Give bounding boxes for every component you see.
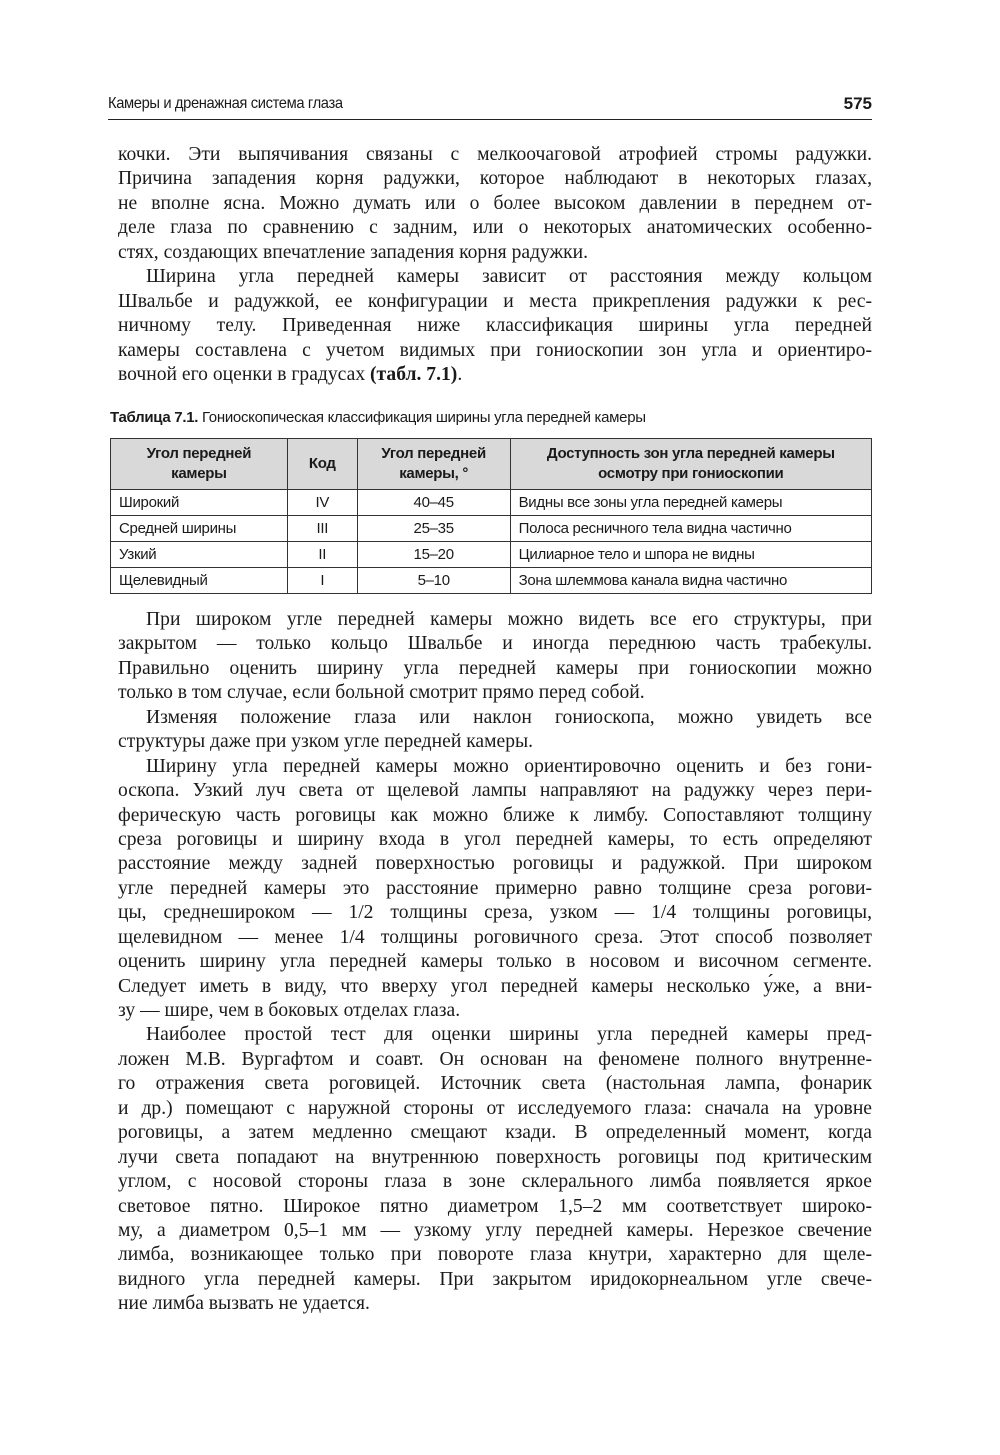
text-line: ложен М.В. Вургафтом и соавт. Он основан на феномене полного внутренне- <box>118 1048 872 1070</box>
table-caption-text: Гониоскопическая классификация ширины угла передней камеры <box>198 409 646 426</box>
column-header: Доступность зон угла передней камеры осмотру при гониоскопии <box>510 439 871 490</box>
degrees-cell: 25–35 <box>357 516 510 542</box>
gonioscopic-classification-table <box>110 438 872 594</box>
text-line: го отражения света роговицей. Источник света (настольная лампа, фонарик <box>118 1073 872 1095</box>
text-line: При широком угле передней камеры можно видеть все его структуры, при <box>146 609 872 630</box>
table-row <box>111 490 872 516</box>
text-line: оценить ширину угла передней камеры только в носовом и височном сегменте. <box>118 951 872 973</box>
table-row <box>111 568 872 594</box>
degrees-cell: 15–20 <box>357 542 510 568</box>
angle-name-cell: Средней ширины <box>111 516 288 542</box>
visibility-cell: Полоса ресничного тела видна частично <box>510 516 871 542</box>
text-line: закрытом — только кольцо Швальбе и иногда переднюю часть трабекулы. <box>118 633 872 655</box>
paragraph <box>118 143 872 265</box>
paragraph <box>118 1023 872 1316</box>
code-cell: IV <box>287 490 357 516</box>
text-line: угле передней камеры это расстояние примерно равно толщине среза рогови- <box>118 877 872 899</box>
column-header: Код <box>287 439 357 490</box>
text-line: зу — шире, чем в боковых отделах глаза. <box>118 1000 461 1021</box>
paragraph <box>118 608 872 706</box>
text-line: только в том случае, если больной смотрит прямо перед собой. <box>118 682 645 704</box>
text-block-top <box>118 143 872 387</box>
text-line: Ширина угла передней камеры зависит от расстояния между кольцом <box>146 266 872 288</box>
table-caption <box>110 409 646 426</box>
table-reference: (табл. 7.1) <box>370 363 458 385</box>
text-line: Правильно оценить ширину угла передней камеры при гониоскопии можно <box>118 657 872 679</box>
text-line: стях, создающих впечатление западения корня радужки. <box>118 241 589 263</box>
angle-name-cell: Узкий <box>111 542 288 568</box>
table-row <box>111 542 872 568</box>
text-line: лучи света попадают на внутреннюю поверхность роговицы под критическим <box>118 1146 872 1168</box>
paragraph <box>118 755 872 1024</box>
column-header: Угол передней камеры, ° <box>357 439 510 490</box>
angle-name-cell: Широкий <box>111 490 288 516</box>
column-header: Угол передней камеры <box>111 439 288 490</box>
text-fragment: вочной его оценки в градусах <box>118 363 371 385</box>
paragraph <box>118 265 872 387</box>
text-line: Причина западения корня радужки, которое наблюдают в некоторых глазах, <box>118 168 872 190</box>
code-cell: I <box>287 568 357 594</box>
text-line: среза роговицы и ширину входа в угол передней камеры, то есть определяют <box>118 828 872 850</box>
text-line: камеры составлена с учетом видимых при гониоскопии зон угла и ориентиро- <box>118 339 872 361</box>
text-line: лимба, возникающее только при повороте глаза кнутри, характерно для щеле- <box>118 1244 872 1266</box>
text-line: световое пятно. Широкое пятно диаметром 1,5–2 мм соответствует широко- <box>118 1195 872 1217</box>
visibility-cell: Цилиарное тело и шпора не видны <box>510 542 871 568</box>
text-line: ничному телу. Приведенная ниже классификация ширины угла передней <box>118 315 872 337</box>
visibility-cell: Зона шлеммова канала видна частично <box>510 568 871 594</box>
visibility-cell: Видны все зоны угла передней камеры <box>510 490 871 516</box>
table-header-row <box>111 439 872 490</box>
text-line: углом, с носовой стороны глаза в зоне склерального лимба появляется яркое <box>118 1171 872 1193</box>
page-number: 575 <box>843 94 872 113</box>
punctuation: . <box>457 363 463 385</box>
running-header <box>108 93 872 120</box>
text-line: видного угла передней камеры. При закрытом иридокорнеальном угле свече- <box>118 1268 872 1290</box>
degrees-cell: 40–45 <box>357 490 510 516</box>
text-line: Швальбе и радужкой, ее конфигурации и места прикрепления радужки к рес- <box>118 290 872 312</box>
text-line: Наиболее простой тест для оценки ширины угла передней камеры пред- <box>146 1024 872 1046</box>
angle-name-cell: Щелевидный <box>111 568 288 594</box>
text-line: расстояние между задней поверхностью роговицы и радужкой. При широком <box>118 853 872 875</box>
table-row <box>111 516 872 542</box>
text-line: цы, среднешироком — 1/2 толщины среза, узком — 1/4 толщины роговицы, <box>118 902 872 924</box>
text-line: роговицы, а затем медленно смещают кзади. В определенный момент, когда <box>118 1122 872 1144</box>
text-line: Изменяя положение глаза или наклон гониоскопа, можно увидеть все <box>146 706 872 728</box>
text-line: оскопа. Узкий луч света от щелевой лампы направляют на радужку через пери- <box>118 780 872 802</box>
code-cell: II <box>287 542 357 568</box>
code-cell: III <box>287 516 357 542</box>
text-block-bottom <box>118 608 872 1317</box>
table-caption-label: Таблица 7.1. <box>110 409 199 426</box>
text-line: деле глаза по сравнению с задним, или о некоторых анатомических особенно- <box>118 217 872 239</box>
text-line: кочки. Эти выпячивания связаны с мелкоочаговой атрофией стромы радужки. <box>118 144 872 165</box>
degrees-cell: 5–10 <box>357 568 510 594</box>
text-line: Следует иметь в виду, что вверху угол передней камеры несколько у́же, а вни- <box>118 975 872 997</box>
text-line: не вполне ясна. Можно думать или о более высоком давлении в переднем от- <box>118 192 872 214</box>
text-line: Ширину угла передней камеры можно ориентировочно оценить и без гони- <box>146 755 872 777</box>
text-line: структуры даже при узком угле передней камеры. <box>118 731 534 753</box>
text-line: ние лимба вызвать не удается. <box>118 1293 370 1315</box>
text-line: му, а диаметром 0,5–1 мм — узкому углу передней камеры. Нерезкое свечение <box>118 1219 872 1241</box>
text-line <box>118 363 872 387</box>
text-line: и др.) помещают с наружной стороны от исследуемого глаза: сначала на уровне <box>118 1097 872 1119</box>
text-line: щелевидном — менее 1/4 толщины роговичного среза. Этот способ позволяет <box>118 926 872 948</box>
paragraph <box>118 706 872 755</box>
text-line: ферическую часть роговицы как можно ближе к лимбу. Сопоставляют толщину <box>118 804 872 826</box>
running-header-title: Камеры и дренажная система глаза <box>108 95 343 112</box>
